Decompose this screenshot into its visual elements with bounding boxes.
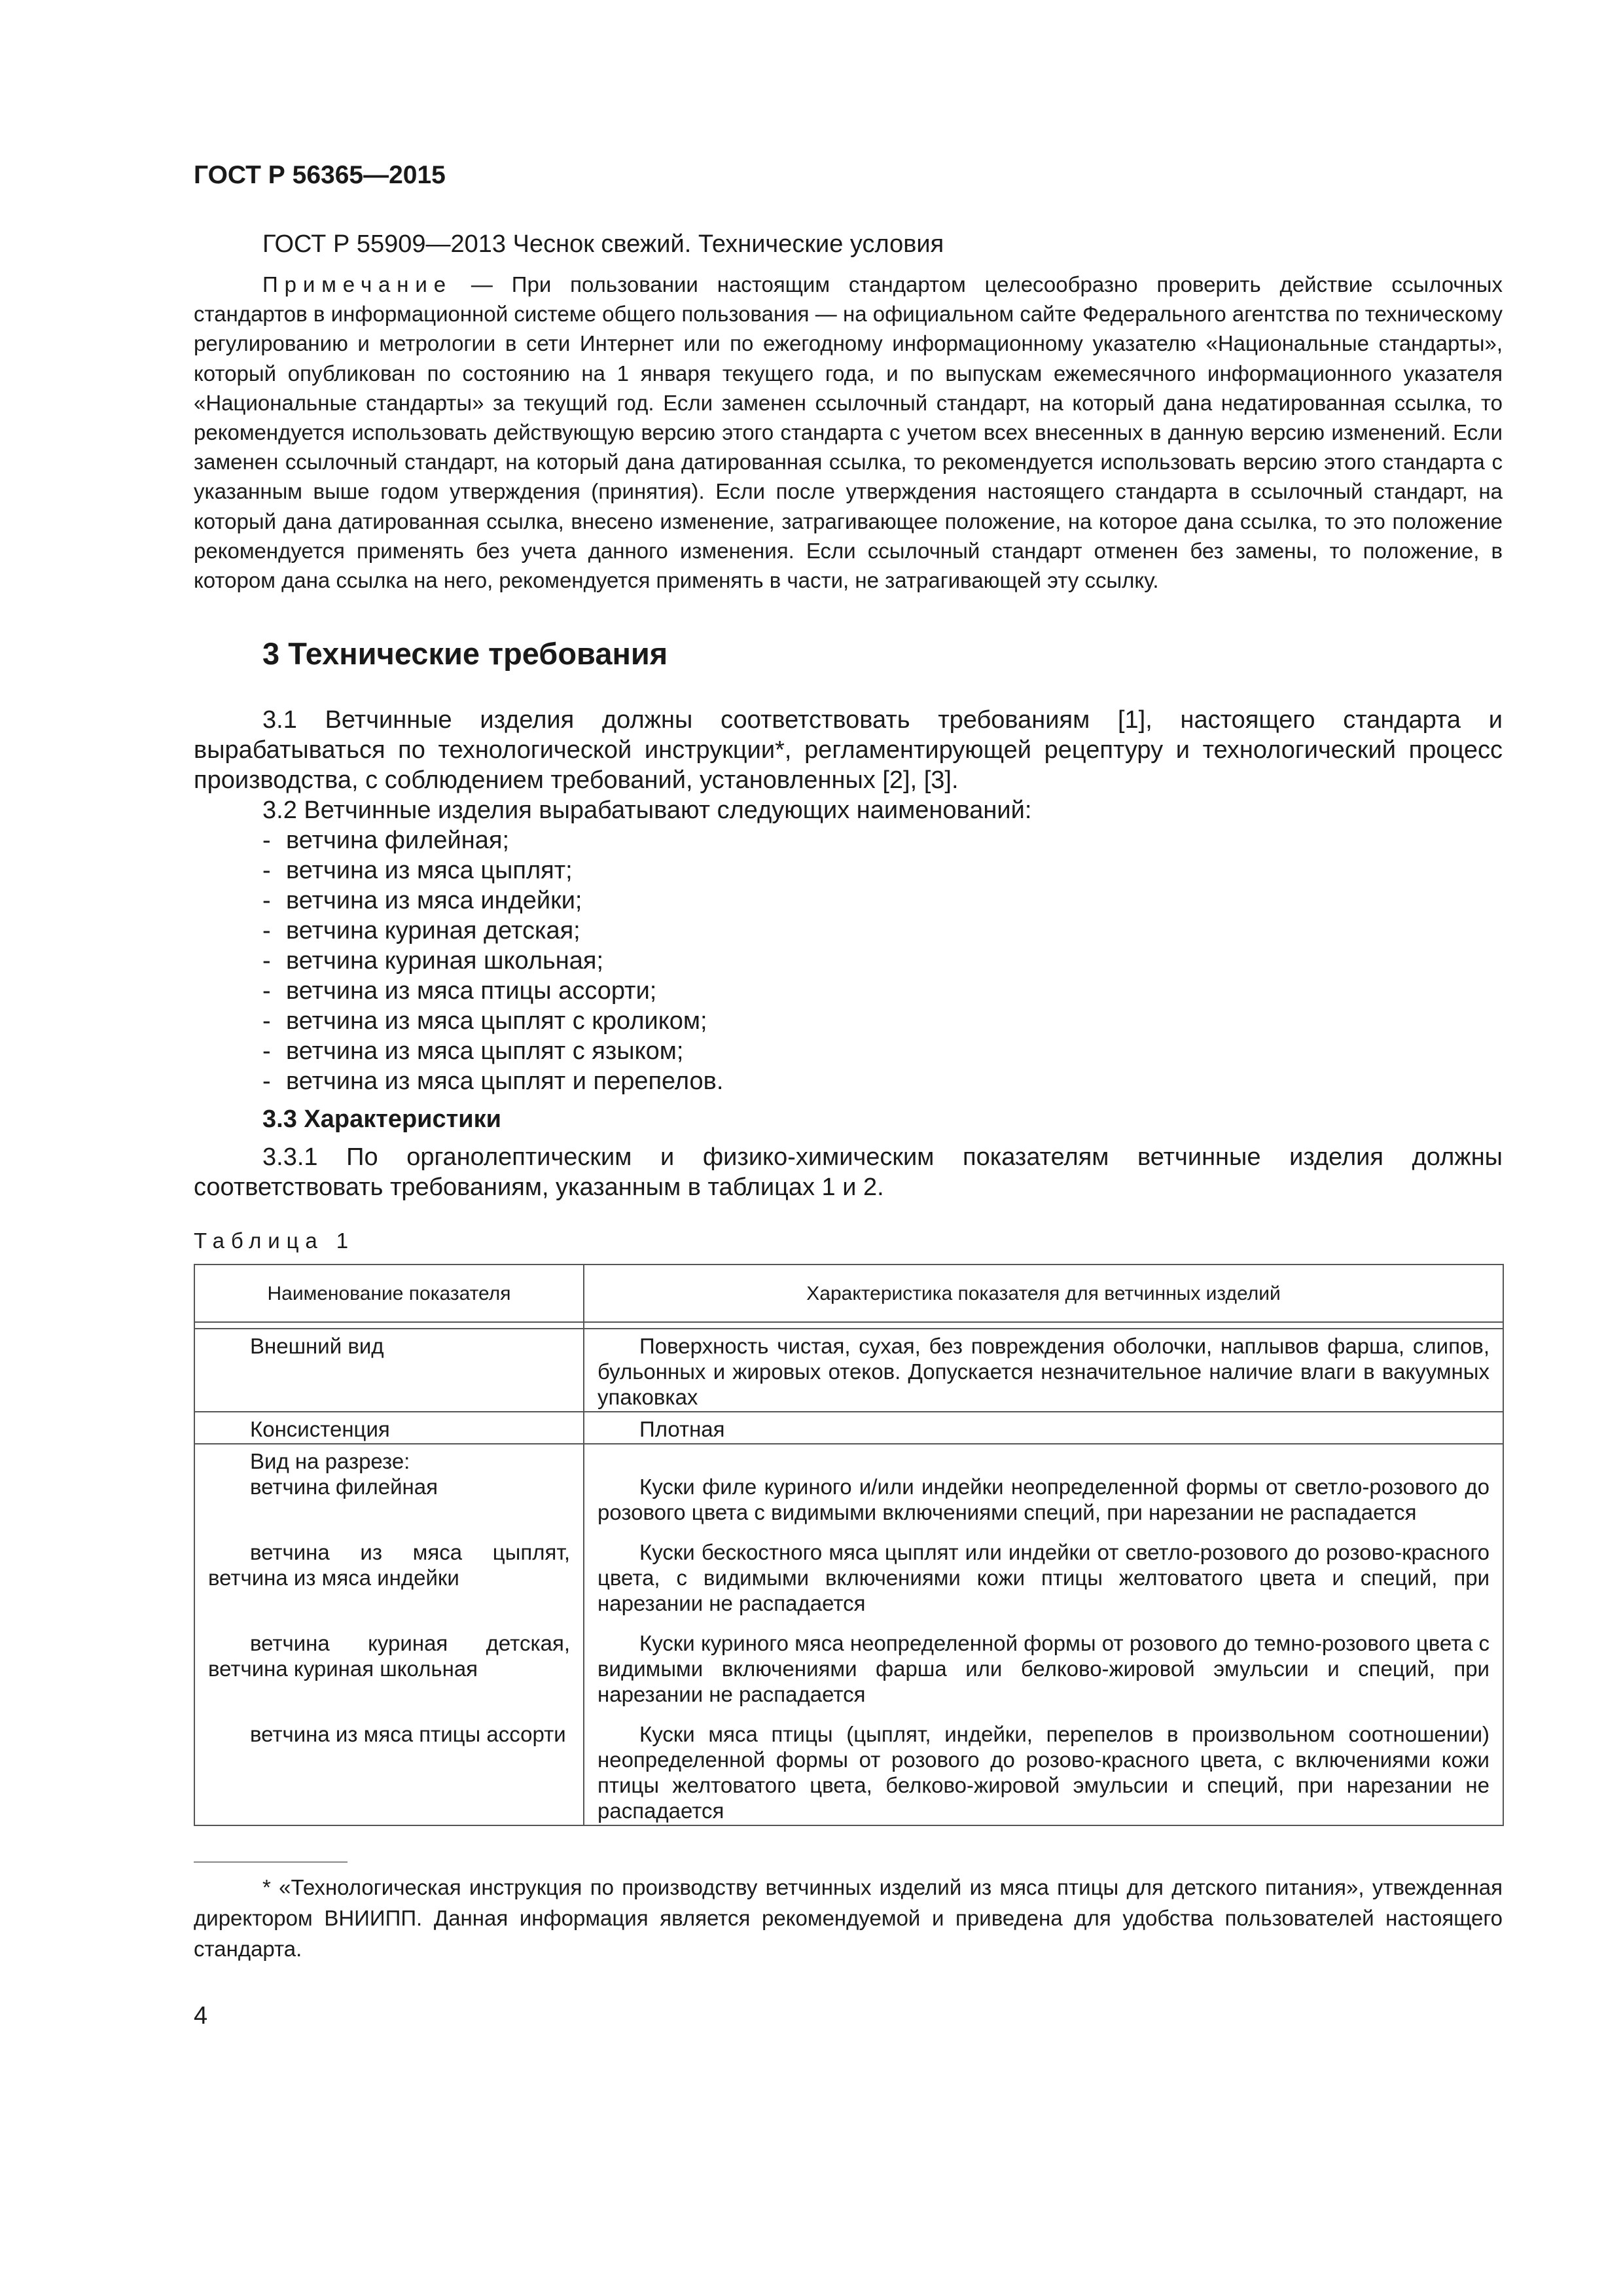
document-page [194,157,1503,2030]
table-cell-value [584,1412,1503,1444]
note-paragraph [194,270,1503,595]
table-header-gap [194,1322,1503,1329]
normative-reference-garlic: ГОСТ Р 55909—2013 Чеснок свежий. Технические условия [262,230,944,258]
list-dash: - [262,1037,271,1066]
cell-text: Поверхность чистая, сухая, без повреждения оболочки, наплывов фарша, слипов, бульонных и жировых отеков. Допускается незначительное наличие влаги в вакуумных упаковках [597,1334,1489,1410]
cell-text: Внешний вид [250,1334,384,1359]
cell-text: Вид на разрезе: [250,1449,410,1474]
list-item-text: ветчина из мяса птицы ассорти; [286,977,657,1005]
list-dash: - [262,1067,271,1096]
cell-text: Куски мяса птицы (цыплят, индейки, перепелов в произвольном соотношении) неопределенной формы от розового до розово-красного цвета, с включениями кожи птицы желтоватого цвета, белково-жировой эмульсии и специй, при нарезании не распадается [597,1722,1489,1823]
list-item [262,946,1503,976]
document-code-header: ГОСТ Р 56365—2015 [194,161,446,189]
cell-text: Куски куриного мяса неопределенной формы от розового до темно-розового цвета с видимыми включениями фарша или белково-жировой эмульсии и специй, при нарезании не распадается [597,1631,1489,1707]
table-header-cell: Наименование показателя [194,1265,584,1322]
cell-text: ветчина из мяса птицы ассорти [250,1722,566,1747]
list-dash: - [262,827,271,855]
cell-text: ветчина филейная [250,1475,438,1499]
table-cell-value [584,1444,1503,1526]
list-item [262,976,1503,1006]
table-header-cell: Характеристика показателя для ветчинных изделий [584,1265,1503,1322]
table-cell-value [584,1329,1503,1412]
cell-text: ветчина из мяса цыплят, ветчина из мяса индейки [208,1540,570,1590]
table-cell-value [584,1708,1503,1825]
table-cell-value [584,1526,1503,1617]
list-dash: - [262,977,271,1005]
list-item [262,1066,1503,1096]
footnote-text: * «Технологическая инструкция по производству ветчинных изделий из мяса птицы для детского питания», утвежденная директором ВНИИПП. Данная информация является рекомендуемой и приведена для удобства пользователей настоящего стандарта. [194,1875,1503,1962]
note-text: — При пользовании настоящим стандартом целесообразно проверить действие ссылочных стандартов в информационной системе общего пользования — на официальном сайте Федерального агентства по техническому регулированию и метрологии в сети Интернет или по ежегодному информационному указателю «Национальные стандарты», который опубликован по состоянию на 1 января текущего года, и по выпускам ежемесячного информационного указателя «Национальные стандарты» за текущий год. Если заменен ссылочный стандарт, на который дана недатированная ссылка, то рекомендуется использовать действующую версию этого стандарта с учетом всех внесенных в данную версию изменений. Если заменен ссылочный стандарт, на который дана датированная ссылка, то рекомендуется использовать версию этого стандарта с указанным выше годом утверждения (принятия). Если после утверждения настоящего стандарта в ссылочный стандарт, на который дана датированная ссылка, внесено изменение, затрагивающее положение, на которое дана ссылка, то это положение рекомендуется применять без учета данного изменения. Если ссылочный стандарт отменен без замены, то положение, в котором дана ссылка на него, рекомендуется применять в части, не затрагивающей эту ссылку. [194,272,1503,593]
table-cell-name [194,1708,584,1825]
paragraph-3-1: 3.1 Ветчинные изделия должны соответствовать требованиям [1], настоящего стандарта и вырабатываться по технологической инструкции*, регламентирующей рецептуру и технологический процесс производства, с соблюдением требований, установленных [2], [3]. [194,706,1503,795]
list-item-text: ветчина из мяса цыплят с языком; [286,1037,684,1066]
list-item-text: ветчина куриная школьная; [286,947,604,975]
list-dash: - [262,947,271,975]
list-item [262,1036,1503,1066]
list-item-text: ветчина из мяса цыплят с кроликом; [286,1007,707,1035]
table-spacer-cell [194,1322,584,1329]
footnote-divider [194,1861,348,1863]
table-cell-name [194,1526,584,1617]
list-item [262,825,1503,855]
list-dash: - [262,887,271,915]
table-cell-value [584,1617,1503,1708]
cell-text: Куски филе куриного и/или индейки неопределенной формы от светло-розового до розового цвета с видимыми включениями специй, при нарезании не распадается [597,1475,1489,1525]
list-dash: - [262,1007,271,1035]
list-item [262,1006,1503,1036]
table-row [194,1708,1503,1825]
cell-text: ветчина куриная детская, ветчина куриная школьная [208,1631,570,1681]
list-dash: - [262,917,271,945]
table-cell-name [194,1412,584,1444]
list-item-text: ветчина из мяса цыплят и перепелов. [286,1067,724,1096]
table-row [194,1526,1503,1617]
list-item [262,916,1503,946]
note-label: Примечание [262,272,453,296]
page-number: 4 [194,2002,208,2030]
list-item [262,855,1503,886]
subsection-title: 3.3 Характеристики [262,1105,502,1134]
list-item [262,886,1503,916]
list-item-text: ветчина куриная детская; [286,917,580,945]
table-row [194,1329,1503,1412]
table-row [194,1617,1503,1708]
list-dash: - [262,857,271,885]
table-cell-name [194,1617,584,1708]
table-cell-name [194,1444,584,1526]
cell-text: Консистенция [250,1417,390,1442]
cell-text: Куски бескостного мяса цыплят или индейки от светло-розового до розово-красного цвета, с видимыми включениями кожи птицы желтоватого цвета и специй, при нарезании не распадается [597,1540,1489,1616]
table-caption: Таблица 1 [194,1229,355,1253]
table-spacer-cell [584,1322,1503,1329]
section-title: 3 Технические требования [262,636,668,672]
list-item-text: ветчина из мяса цыплят; [286,857,573,885]
characteristics-table [194,1264,1504,1826]
table-cell-name [194,1329,584,1412]
cell-text: Плотная [639,1417,725,1442]
list-item-text: ветчина из мяса индейки; [286,887,582,915]
list-item-text: ветчина филейная; [286,827,510,855]
table-header-row [194,1265,1503,1322]
product-list [194,825,1503,1096]
table-row [194,1412,1503,1444]
table-row [194,1444,1503,1526]
paragraph-3-2: 3.2 Ветчинные изделия вырабатывают следующих наименований: [262,797,1032,825]
paragraph-3-3-1: 3.3.1 По органолептическим и физико-химическим показателям ветчинные изделия должны соответствовать требованиям, указанным в таблицах 1 и 2. [194,1143,1503,1202]
